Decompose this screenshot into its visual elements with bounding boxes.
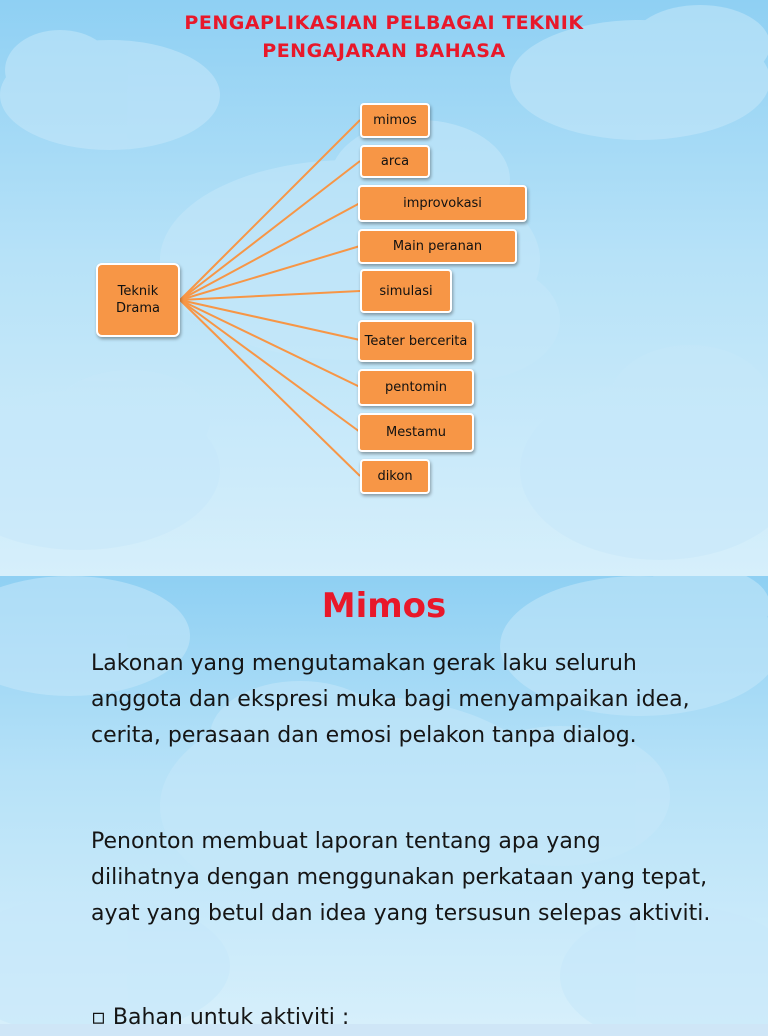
paragraph-definition: Lakonan yang mengutamakan gerak laku seluruh anggota dan ekspresi muka bagi menyampaikan idea, cerita, perasaan dan emosi pelakon tanpa dialog. — [91, 651, 690, 748]
bullet-bahan — [91, 1000, 711, 1036]
title-line-2: PENGAJARAN BAHASA — [262, 40, 506, 62]
cloud-background — [0, 576, 768, 1024]
connector-dikon — [180, 300, 360, 476]
bullet-text: Bahan untuk aktiviti : — [112, 1005, 350, 1030]
paragraph-activity: Penonton membuat laporan tentang apa yang dilihatnya dengan menggunakan perkataan yang tepat, ayat yang betul dan idea yang tersusun selepas aktiviti. — [91, 829, 711, 926]
node-arca: arca — [360, 145, 430, 178]
node-teater-bercerita: Teater bercerita — [358, 320, 474, 362]
node-dikon: dikon — [360, 459, 430, 494]
connector-arca — [180, 161, 360, 300]
node-simulasi: simulasi — [360, 269, 452, 313]
title-line-1: PENGAPLIKASIAN PELBAGAI TEKNIK — [184, 12, 584, 34]
node-main-peranan: Main peranan — [358, 229, 517, 264]
node-mimos: mimos — [360, 103, 430, 138]
node-pentomin: pentomin — [358, 369, 474, 406]
connector-pentomin — [180, 300, 360, 387]
bullet-glyph-icon: ▫ — [91, 1005, 106, 1030]
node-mestamu: Mestamu — [358, 413, 474, 452]
node-improvokasi: improvokasi — [358, 185, 527, 222]
connector-improvokasi — [180, 203, 360, 300]
slide-heading-mimos: Mimos — [321, 586, 447, 626]
slide-2 — [0, 576, 768, 1024]
root-node-teknik-drama: Teknik Drama — [96, 263, 180, 337]
